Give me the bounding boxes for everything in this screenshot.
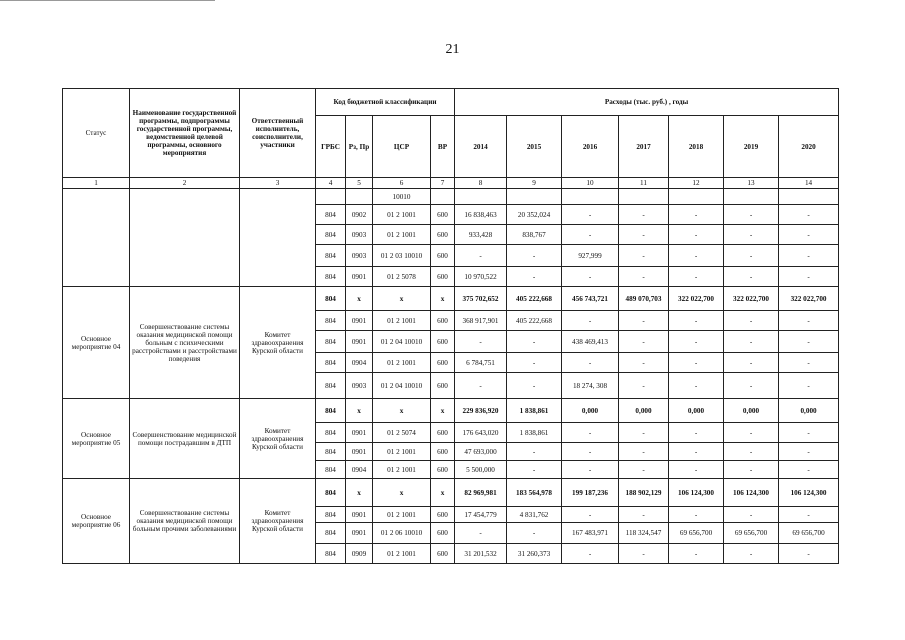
value-cell (562, 189, 619, 205)
value-cell: - (619, 507, 669, 523)
value-cell: - (562, 544, 619, 564)
value-cell: - (562, 311, 619, 331)
grbs-cell: 804 (316, 399, 346, 423)
csr-cell: 01 2 5074 (373, 423, 431, 443)
value-cell: - (669, 205, 724, 225)
column-number: 13 (724, 178, 779, 189)
csr-cell: 01 2 04 10010 (373, 331, 431, 353)
rzpr-cell: 0901 (346, 523, 373, 544)
grbs-cell: 804 (316, 423, 346, 443)
value-cell: - (562, 443, 619, 461)
value-cell: 31 201,532 (455, 544, 507, 564)
status-cell: Основное мероприятие 05 (63, 399, 130, 479)
value-cell: - (669, 225, 724, 245)
name-cell: Совершенствование медицинской помощи пострадавшим в ДТП (130, 399, 240, 479)
csr-cell: 01 2 5078 (373, 267, 431, 287)
csr-cell: 01 2 1001 (373, 507, 431, 523)
value-cell: - (724, 225, 779, 245)
csr-cell: 01 2 1001 (373, 544, 431, 564)
value-cell: - (669, 443, 724, 461)
value-cell: - (619, 423, 669, 443)
value-cell: - (724, 311, 779, 331)
vr-cell: 600 (431, 331, 455, 353)
value-cell: 106 124,300 (669, 479, 724, 507)
grbs-cell: 804 (316, 507, 346, 523)
page-number: 21 (445, 42, 460, 57)
csr-cell: х (373, 287, 431, 311)
responsible-cell (240, 189, 316, 287)
value-cell: - (619, 245, 669, 267)
top-rule (0, 0, 215, 1)
vr-cell: 600 (431, 205, 455, 225)
value-cell: - (669, 544, 724, 564)
value-cell: - (669, 331, 724, 353)
value-cell: - (724, 423, 779, 443)
header-status: Статус (63, 89, 130, 178)
value-cell: 456 743,721 (562, 287, 619, 311)
value-cell: - (724, 245, 779, 267)
vr-cell: 600 (431, 523, 455, 544)
responsible-cell: Комитет здравоохранения Курской области (240, 287, 316, 399)
value-cell: - (724, 461, 779, 479)
status-cell: Основное мероприятие 06 (63, 479, 130, 564)
value-cell: - (724, 443, 779, 461)
csr-cell: 01 2 1001 (373, 443, 431, 461)
value-cell: - (669, 423, 724, 443)
column-number: 14 (779, 178, 839, 189)
vr-cell: 600 (431, 507, 455, 523)
value-cell: 106 124,300 (779, 479, 839, 507)
value-cell: - (779, 461, 839, 479)
value-cell: 489 070,703 (619, 287, 669, 311)
name-cell: Совершенствование системы оказания медицинской помощи больным прочими заболеваниями (130, 479, 240, 564)
column-number: 6 (373, 178, 431, 189)
value-cell: 405 222,668 (507, 311, 562, 331)
vr-cell: 600 (431, 544, 455, 564)
csr-cell: 01 2 03 10010 (373, 245, 431, 267)
value-cell: - (779, 544, 839, 564)
value-cell: 1 838,861 (507, 399, 562, 423)
value-cell: - (455, 331, 507, 353)
value-cell: - (507, 443, 562, 461)
header-responsible: Ответственный исполнитель, соисполнители, участники (240, 89, 316, 178)
value-cell: 1 838,861 (507, 423, 562, 443)
value-cell: - (669, 245, 724, 267)
value-cell: - (619, 311, 669, 331)
rzpr-cell: 0901 (346, 331, 373, 353)
value-cell: 375 702,652 (455, 287, 507, 311)
value-cell: 838,767 (507, 225, 562, 245)
vr-cell: х (431, 479, 455, 507)
value-cell: - (669, 507, 724, 523)
value-cell (507, 189, 562, 205)
value-cell: 405 222,668 (507, 287, 562, 311)
grbs-cell: 804 (316, 287, 346, 311)
column-number: 1 (63, 178, 130, 189)
value-cell: 31 260,373 (507, 544, 562, 564)
value-cell: 229 836,920 (455, 399, 507, 423)
grbs-cell: 804 (316, 443, 346, 461)
column-number: 5 (346, 178, 373, 189)
value-cell: - (669, 353, 724, 373)
column-number-row (63, 178, 839, 189)
csr-cell: 01 2 04 10010 (373, 373, 431, 399)
value-cell: - (507, 523, 562, 544)
value-cell: 438 469,413 (562, 331, 619, 353)
value-cell: 6 784,751 (455, 353, 507, 373)
value-cell: 199 187,236 (562, 479, 619, 507)
value-cell: - (562, 225, 619, 245)
header-year: 2019 (724, 116, 779, 178)
value-cell: - (779, 331, 839, 353)
value-cell: - (724, 331, 779, 353)
csr-cell: 01 2 1001 (373, 353, 431, 373)
value-cell: - (779, 423, 839, 443)
grbs-cell: 804 (316, 331, 346, 353)
value-cell: - (669, 461, 724, 479)
value-cell: - (619, 353, 669, 373)
value-cell: - (779, 353, 839, 373)
column-number: 7 (431, 178, 455, 189)
value-cell: - (724, 353, 779, 373)
value-cell: - (724, 205, 779, 225)
value-cell: - (455, 373, 507, 399)
value-cell: - (779, 225, 839, 245)
value-cell: 927,999 (562, 245, 619, 267)
value-cell: 69 656,700 (724, 523, 779, 544)
value-cell: - (724, 544, 779, 564)
vr-cell (431, 189, 455, 205)
value-cell: - (507, 267, 562, 287)
csr-cell: 01 2 1001 (373, 461, 431, 479)
value-cell: 69 656,700 (779, 523, 839, 544)
value-cell: - (507, 461, 562, 479)
grbs-cell: 804 (316, 523, 346, 544)
value-cell: - (779, 205, 839, 225)
header-budget-code: Код бюджетной классификации (316, 89, 455, 116)
rzpr-cell: 0903 (346, 373, 373, 399)
csr-cell: х (373, 399, 431, 423)
value-cell: 188 902,129 (619, 479, 669, 507)
value-cell: - (562, 507, 619, 523)
header-year: 2015 (507, 116, 562, 178)
grbs-cell: 804 (316, 267, 346, 287)
value-cell: 18 274, 308 (562, 373, 619, 399)
column-number: 9 (507, 178, 562, 189)
value-cell: - (619, 205, 669, 225)
csr-cell: 10010 (373, 189, 431, 205)
value-cell (779, 189, 839, 205)
value-cell: - (669, 373, 724, 399)
header-csr: ЦСР (373, 116, 431, 178)
value-cell: 20 352,024 (507, 205, 562, 225)
value-cell: - (779, 373, 839, 399)
header-rzpr: Рз, Пр (346, 116, 373, 178)
value-cell: 17 454,779 (455, 507, 507, 523)
value-cell: 0,000 (619, 399, 669, 423)
header-year: 2018 (669, 116, 724, 178)
header-year: 2020 (779, 116, 839, 178)
value-cell: 16 838,463 (455, 205, 507, 225)
value-cell: - (619, 331, 669, 353)
header-vr: ВР (431, 116, 455, 178)
rzpr-cell (346, 189, 373, 205)
vr-cell: 600 (431, 353, 455, 373)
rzpr-cell: 0902 (346, 205, 373, 225)
value-cell: - (619, 461, 669, 479)
status-cell: Основное мероприятие 04 (63, 287, 130, 399)
column-number: 3 (240, 178, 316, 189)
value-cell: - (724, 507, 779, 523)
value-cell: 0,000 (724, 399, 779, 423)
name-cell (130, 189, 240, 287)
rzpr-cell: 0901 (346, 443, 373, 461)
vr-cell: 600 (431, 461, 455, 479)
name-cell: Совершенствование системы оказания медицинской помощи больным с психическими расстройствами и расстройствами поведения (130, 287, 240, 399)
value-cell: 10 970,522 (455, 267, 507, 287)
value-cell: 82 969,981 (455, 479, 507, 507)
value-cell: 322 022,700 (669, 287, 724, 311)
rzpr-cell: 0903 (346, 225, 373, 245)
value-cell: - (507, 331, 562, 353)
value-cell: - (562, 423, 619, 443)
value-cell: 4 831,762 (507, 507, 562, 523)
value-cell: 0,000 (669, 399, 724, 423)
grbs-cell: 804 (316, 353, 346, 373)
value-cell: 106 124,300 (724, 479, 779, 507)
grbs-cell: 804 (316, 461, 346, 479)
value-cell (669, 189, 724, 205)
value-cell (619, 189, 669, 205)
csr-cell: 01 2 1001 (373, 311, 431, 331)
vr-cell: 600 (431, 311, 455, 331)
value-cell: 0,000 (779, 399, 839, 423)
grbs-cell (316, 189, 346, 205)
value-cell: 322 022,700 (779, 287, 839, 311)
responsible-cell: Комитет здравоохранения Курской области (240, 479, 316, 564)
vr-cell: 600 (431, 245, 455, 267)
value-cell: 176 643,020 (455, 423, 507, 443)
value-cell: - (562, 461, 619, 479)
csr-cell: 01 2 06 10010 (373, 523, 431, 544)
column-number: 8 (455, 178, 507, 189)
value-cell: - (562, 353, 619, 373)
value-cell (455, 189, 507, 205)
value-cell: 322 022,700 (724, 287, 779, 311)
vr-cell: х (431, 287, 455, 311)
responsible-cell: Комитет здравоохранения Курской области (240, 399, 316, 479)
value-cell: - (562, 205, 619, 225)
vr-cell: 600 (431, 443, 455, 461)
value-cell: 167 483,971 (562, 523, 619, 544)
status-cell (63, 189, 130, 287)
value-cell: - (619, 267, 669, 287)
value-cell: - (619, 373, 669, 399)
csr-cell: 01 2 1001 (373, 205, 431, 225)
value-cell: - (507, 373, 562, 399)
rzpr-cell: 0904 (346, 353, 373, 373)
value-cell: - (779, 245, 839, 267)
value-cell: - (779, 267, 839, 287)
column-number: 12 (669, 178, 724, 189)
vr-cell: 600 (431, 423, 455, 443)
rzpr-cell: х (346, 287, 373, 311)
column-number: 10 (562, 178, 619, 189)
vr-cell: х (431, 399, 455, 423)
header-expenses: Расходы (тыс. руб.) , годы (455, 89, 839, 116)
rzpr-cell: 0901 (346, 267, 373, 287)
table-row (63, 479, 839, 507)
value-cell: - (562, 267, 619, 287)
value-cell: 368 917,901 (455, 311, 507, 331)
grbs-cell: 804 (316, 205, 346, 225)
value-cell: - (724, 373, 779, 399)
header-year: 2016 (562, 116, 619, 178)
vr-cell: 600 (431, 373, 455, 399)
grbs-cell: 804 (316, 373, 346, 399)
grbs-cell: 804 (316, 245, 346, 267)
value-cell: 0,000 (562, 399, 619, 423)
value-cell: 69 656,700 (669, 523, 724, 544)
rzpr-cell: 0909 (346, 544, 373, 564)
rzpr-cell: 0901 (346, 311, 373, 331)
value-cell: - (724, 267, 779, 287)
value-cell: - (619, 225, 669, 245)
rzpr-cell: х (346, 399, 373, 423)
vr-cell: 600 (431, 267, 455, 287)
value-cell: - (619, 443, 669, 461)
rzpr-cell: 0903 (346, 245, 373, 267)
value-cell: - (455, 523, 507, 544)
grbs-cell: 804 (316, 311, 346, 331)
value-cell: - (779, 311, 839, 331)
csr-cell: 01 2 1001 (373, 225, 431, 245)
rzpr-cell: 0904 (346, 461, 373, 479)
vr-cell: 600 (431, 225, 455, 245)
table-row (63, 399, 839, 423)
value-cell: - (669, 311, 724, 331)
column-number: 11 (619, 178, 669, 189)
table-row (63, 189, 839, 205)
rzpr-cell: 0901 (346, 507, 373, 523)
value-cell: 118 324,547 (619, 523, 669, 544)
value-cell: 5 500,000 (455, 461, 507, 479)
value-cell: - (507, 353, 562, 373)
value-cell: - (779, 507, 839, 523)
value-cell: - (455, 245, 507, 267)
value-cell (724, 189, 779, 205)
value-cell: - (779, 443, 839, 461)
grbs-cell: 804 (316, 544, 346, 564)
csr-cell: х (373, 479, 431, 507)
column-number: 4 (316, 178, 346, 189)
grbs-cell: 804 (316, 479, 346, 507)
budget-table (62, 88, 839, 564)
value-cell: 183 564,978 (507, 479, 562, 507)
value-cell: - (507, 245, 562, 267)
header-year: 2014 (455, 116, 507, 178)
header-name: Наименование государственной программы, подпрограммы государственной программы, ведомственной целевой программы, основного мероприятия (130, 89, 240, 178)
grbs-cell: 804 (316, 225, 346, 245)
rzpr-cell: х (346, 479, 373, 507)
table-row (63, 287, 839, 311)
value-cell: - (619, 544, 669, 564)
value-cell: - (669, 267, 724, 287)
rzpr-cell: 0901 (346, 423, 373, 443)
value-cell: 933,428 (455, 225, 507, 245)
header-grbs: ГРБС (316, 116, 346, 178)
column-number: 2 (130, 178, 240, 189)
value-cell: 47 693,000 (455, 443, 507, 461)
header-year: 2017 (619, 116, 669, 178)
